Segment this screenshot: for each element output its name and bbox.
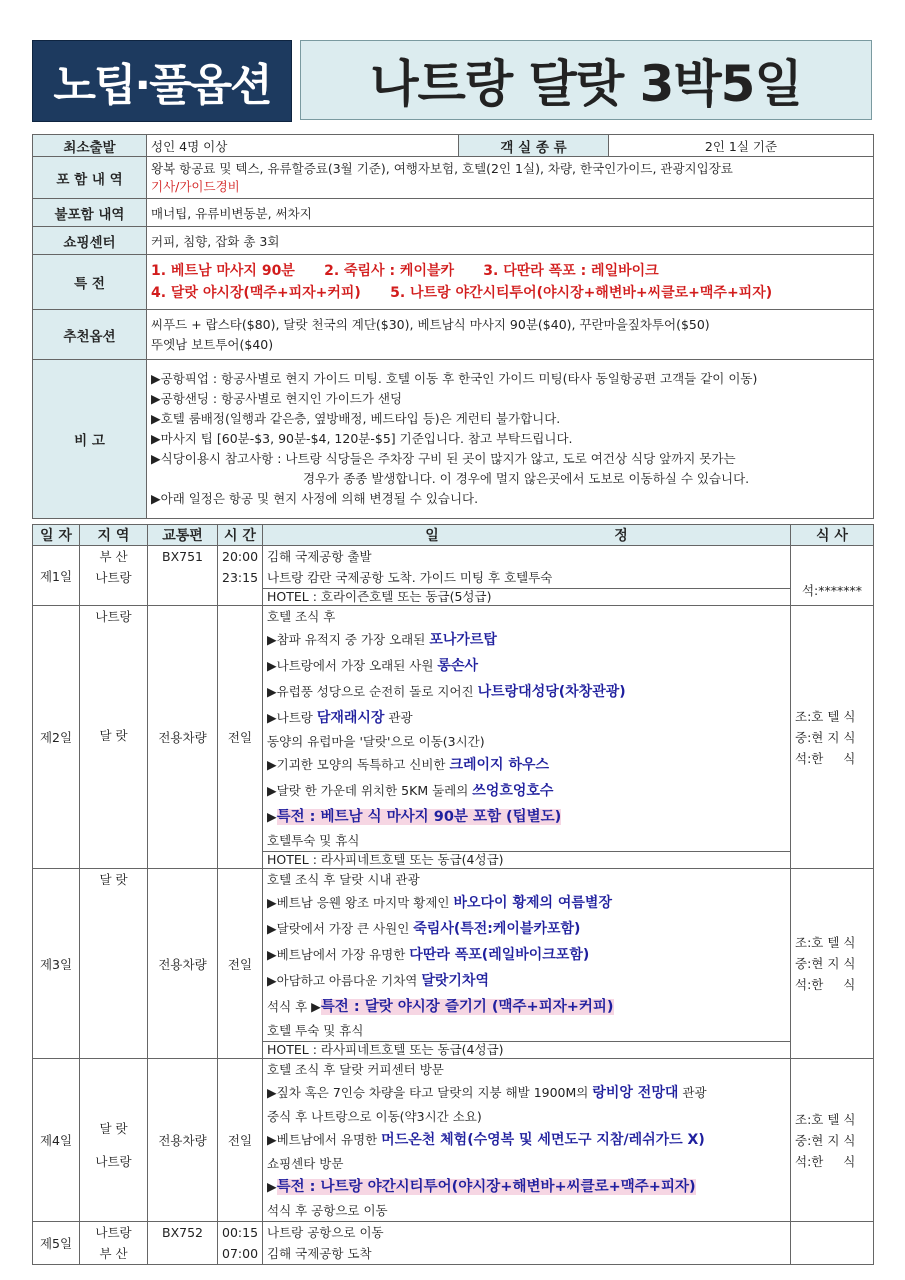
- day-label: 제5일: [33, 1222, 80, 1265]
- highlight: 쓰엉흐엉호수: [472, 783, 554, 799]
- day1-row: [33, 546, 874, 606]
- shopping-value: 커피, 침향, 잡화 총 3회: [147, 227, 874, 255]
- special-highlight: 특전 : 나트랑 야간시티투어(야시장+해변바+씨클로+맥주+피자): [276, 1179, 696, 1195]
- room-type-value: 2인 1실 기준: [609, 135, 874, 157]
- region-name: 달 랏: [99, 872, 128, 887]
- special-line-2: 4. 달랏 야시장(맥주+피자+커피) 5. 나트랑 야간시티투어(야시장+해변바+씨클로+맥주+피자): [151, 285, 773, 301]
- excluded-label: 불포함 내역: [33, 199, 147, 227]
- min-depart-label: 최소출발: [33, 135, 147, 157]
- meal-dinner: 석:한 식: [795, 977, 856, 992]
- time-value: 00:15: [222, 1225, 259, 1240]
- highlight: 담재래시장: [316, 710, 385, 726]
- schedule-line: 쇼핑센타 방문: [267, 1156, 344, 1171]
- schedule-line: 호텔 조식 후: [267, 609, 336, 624]
- included-value: 왕복 항공료 및 텍스, 유류할증료(3월 기준), 여행자보험, 호텔(2인 1실), 차량, 한국인가이드, 관광지입장료: [151, 160, 733, 176]
- special-highlight: 특전 : 달랏 야시장 즐기기 (맥주+피자+커피): [320, 999, 614, 1015]
- highlight: 바오다이 황제의 여름별장: [453, 895, 612, 911]
- region-name: 나트랑: [95, 1225, 132, 1240]
- region-name: 달 랏: [99, 1121, 128, 1136]
- schedule-line: ▶베트남 응웬 왕조 마지막 황제인 바오다이 황제의 여름별장: [267, 895, 612, 911]
- day5-meals: [791, 1222, 874, 1265]
- special-label: 특 전: [33, 255, 147, 310]
- time-value: 전일: [218, 1059, 263, 1222]
- memo-line: ▶마사지 팁 [60분-$3, 90분-$4, 120분-$5] 기준입니다. 참고 부탁드립니다.: [151, 431, 573, 446]
- day-label: 제4일: [33, 1059, 80, 1222]
- hotel-line: HOTEL : 라사피네트호텔 또는 동급(4성급): [263, 1041, 790, 1058]
- memo-line: ▶공항샌딩 : 항공사별로 현지인 가이드가 샌딩: [151, 391, 403, 406]
- highlight: 머드온천 체험(수영복 및 세면도구 지참/레쉬가드 X): [381, 1132, 705, 1148]
- info-table: [32, 134, 874, 519]
- meal-lunch: 중:현 지 식: [795, 956, 856, 971]
- col-region: 지 역: [80, 525, 148, 546]
- day-label: 제2일: [33, 606, 80, 869]
- option-line-1: 씨푸드 + 랍스타($80), 달랏 천국의 계단($30), 베트남식 마사지 90분($40), 꾸란마을짚차투어($50): [151, 316, 710, 332]
- schedule-line: ▶아담하고 아름다운 기차역 달랏기차역: [267, 973, 489, 989]
- memo-label: 비 고: [33, 360, 147, 519]
- flight-no: BX751: [148, 546, 218, 606]
- meal-breakfast: 조:호 텔 식: [795, 708, 856, 724]
- option-label: 추천옵션: [33, 310, 147, 360]
- schedule-line: 호텔 조식 후 달랏 커피센터 방문: [267, 1062, 444, 1077]
- meal-dinner: 석:한 식: [795, 1153, 856, 1169]
- option-line-2: 뚜엣남 보트투어($40): [151, 336, 274, 352]
- flight-no: BX752: [148, 1222, 218, 1265]
- memo-line: 경우가 종종 발생합니다. 이 경우에 멀지 않은곳에서 도보로 이동하실 수 있습니다.: [303, 471, 750, 486]
- time-value: 20:00: [222, 549, 259, 564]
- day2-meals: [791, 606, 874, 869]
- region-name: 나트랑: [95, 609, 132, 624]
- col-meal: 식 사: [791, 525, 874, 546]
- schedule-line: ▶참파 유적지 중 가장 오래된 포나가르탑: [267, 632, 497, 648]
- itinerary-table: [32, 524, 874, 1265]
- schedule-line: ▶나트랑 담재래시장 관광: [267, 710, 413, 726]
- room-type-label: 객 실 종 류: [459, 135, 609, 157]
- schedule-line: 김해 국제공항 출발: [267, 549, 372, 564]
- meal-lunch: 중:현 지 식: [795, 729, 856, 745]
- special-line-1: 1. 베트남 마사지 90분 2. 죽림사 : 케이블카 3. 다딴라 폭포 : 레일바이크: [151, 263, 659, 279]
- memo-line: ▶호텔 룸배정(일행과 같은층, 옆방배정, 베드타입 등)은 게런티 불가합니다.: [151, 411, 561, 426]
- option-cell: [147, 310, 874, 360]
- schedule-line: ▶특전 : 베트남 식 마사지 90분 포함 (팁별도): [267, 809, 562, 825]
- col-schedule: 일 정: [263, 525, 791, 546]
- highlight: 랑비앙 전망대: [592, 1085, 679, 1101]
- highlight: 포나가르탑: [429, 632, 497, 648]
- included-label: 포 함 내 역: [33, 157, 147, 199]
- memo-line: ▶아래 일정은 항공 및 현지 사정에 의해 변경될 수 있습니다.: [151, 491, 479, 506]
- day3-schedule: [263, 869, 791, 1059]
- meal-breakfast: 조:호 텔 식: [795, 935, 856, 950]
- highlight: 나트랑대성당(차창관광): [477, 684, 626, 700]
- day5-schedule: [263, 1222, 791, 1265]
- day4-schedule: [263, 1059, 791, 1222]
- hotel-line: HOTEL : 호라이즌호텔 또는 동급(5성급): [263, 588, 790, 605]
- schedule-line: 동양의 유럽마을 '달랏'으로 이동(3시간): [267, 734, 485, 749]
- day3-meals: [791, 869, 874, 1059]
- col-time: 시 간: [218, 525, 263, 546]
- day1-region: [80, 546, 148, 606]
- time-value: 23:15: [222, 570, 259, 585]
- day5-row: [33, 1222, 874, 1265]
- transport-value: 전용차량: [148, 869, 218, 1059]
- region-name: 달 랏: [99, 728, 128, 743]
- schedule-line: ▶달랏 한 가운데 위치한 5KM 둘레의 쓰엉흐엉호수: [267, 783, 554, 799]
- memo-line: ▶식당이용시 참고사항 : 나트랑 식당들은 주차장 구비 된 곳이 많지가 않고, 도로 여건상 식당 앞까지 못가는: [151, 451, 736, 466]
- region-name: 나트랑: [95, 570, 132, 585]
- time-value: 07:00: [222, 1246, 259, 1261]
- schedule-line: 김해 국제공항 도착: [267, 1246, 372, 1261]
- memo-line: ▶공항픽업 : 항공사별로 현지 가이드 미팅. 호텔 이동 후 한국인 가이드 미팅(타사 동일항공편 고객들 같이 이동): [151, 371, 758, 386]
- schedule-line: ▶베트남에서 가장 유명한 다딴라 폭포(레일바이크포함): [267, 947, 590, 963]
- meal-breakfast: 조:호 텔 식: [795, 1111, 856, 1127]
- excluded-value: 매너팁, 유류비변동분, 써차지: [147, 199, 874, 227]
- day2-row: [33, 606, 874, 869]
- day-label: 제1일: [33, 546, 80, 606]
- highlight: 달랏기차역: [421, 973, 489, 989]
- time-value: 전일: [218, 606, 263, 869]
- meal-dinner: 석:한 식: [795, 750, 856, 766]
- day1-times: [218, 546, 263, 606]
- transport-value: 전용차량: [148, 606, 218, 869]
- schedule-line: 호텔 조식 후 달랏 시내 관광: [267, 872, 420, 887]
- badge-nontip-fulloption: 노팁·풀옵션: [32, 40, 292, 122]
- day4-row: [33, 1059, 874, 1222]
- schedule-line: ▶짚차 혹은 7인승 차량을 타고 달랏의 지붕 해발 1900M의 랑비앙 전망대 관광: [267, 1085, 707, 1101]
- day2-schedule: [263, 606, 791, 869]
- schedule-line: 중식 후 나트랑으로 이동(약3시간 소요): [267, 1109, 482, 1124]
- region-name: 부 산: [99, 1246, 128, 1261]
- schedule-line: 호텔 투숙 및 휴식: [267, 1023, 364, 1038]
- day-label: 제3일: [33, 869, 80, 1059]
- region-name: 부 산: [99, 549, 128, 564]
- transport-value: 전용차량: [148, 1059, 218, 1222]
- highlight: 롱손사: [437, 658, 478, 674]
- included-cell: [147, 157, 874, 199]
- page-title: 나트랑 달랏 3박5일: [300, 40, 872, 120]
- col-day: 일 자: [33, 525, 80, 546]
- schedule-line: 석식 후 공항으로 이동: [267, 1203, 388, 1218]
- special-highlight: 특전 : 베트남 식 마사지 90분 포함 (팁별도): [276, 809, 562, 825]
- day4-meals: [791, 1059, 874, 1222]
- schedule-line: ▶특전 : 나트랑 야간시티투어(야시장+해변바+씨클로+맥주+피자): [267, 1179, 696, 1195]
- highlight: 다딴라 폭포(레일바이크포함): [409, 947, 590, 963]
- highlight: 크레이지 하우스: [449, 757, 550, 773]
- day3-region: [80, 869, 148, 1059]
- included-extra: 기사/가이드경비: [151, 178, 240, 194]
- hotel-line: HOTEL : 라사피네트호텔 또는 동급(4성급): [263, 851, 790, 868]
- special-cell: [147, 255, 874, 310]
- schedule-line: 나트랑 캄란 국제공항 도착. 가이드 미팅 후 호텔투숙: [267, 570, 553, 585]
- min-depart-value: 성인 4명 이상: [147, 135, 459, 157]
- schedule-line: ▶유럽풍 성당으로 순전히 돌로 지어진 나트랑대성당(차창관광): [267, 684, 626, 700]
- schedule-line: ▶기괴한 모양의 독특하고 신비한 크레이지 하우스: [267, 757, 550, 773]
- day1-schedule: [263, 546, 791, 606]
- schedule-line: ▶베트남에서 유명한 머드온천 체험(수영복 및 세면도구 지참/레쉬가드 X): [267, 1132, 705, 1148]
- highlight: 죽림사(특전:케이블카포함): [413, 921, 581, 937]
- day4-region: [80, 1059, 148, 1222]
- day2-region: [80, 606, 148, 869]
- shopping-label: 쇼핑센터: [33, 227, 147, 255]
- schedule-line: ▶달랏에서 가장 큰 사원인 죽림사(특전:케이블카포함): [267, 921, 581, 937]
- region-name: 나트랑: [95, 1154, 132, 1169]
- time-value: 전일: [218, 869, 263, 1059]
- meal-dinner: 석:*******: [791, 546, 874, 606]
- day3-row: [33, 869, 874, 1059]
- col-transport: 교통편: [148, 525, 218, 546]
- schedule-line: ▶나트랑에서 가장 오래된 사원 롱손사: [267, 658, 478, 674]
- meal-lunch: 중:현 지 식: [795, 1132, 856, 1148]
- memo-cell: [147, 360, 874, 519]
- schedule-line: 호텔투숙 및 휴식: [267, 833, 360, 848]
- day5-times: [218, 1222, 263, 1265]
- schedule-line: 나트랑 공항으로 이동: [267, 1225, 384, 1240]
- schedule-line: 석식 후 ▶특전 : 달랏 야시장 즐기기 (맥주+피자+커피): [267, 999, 614, 1015]
- day5-region: [80, 1222, 148, 1265]
